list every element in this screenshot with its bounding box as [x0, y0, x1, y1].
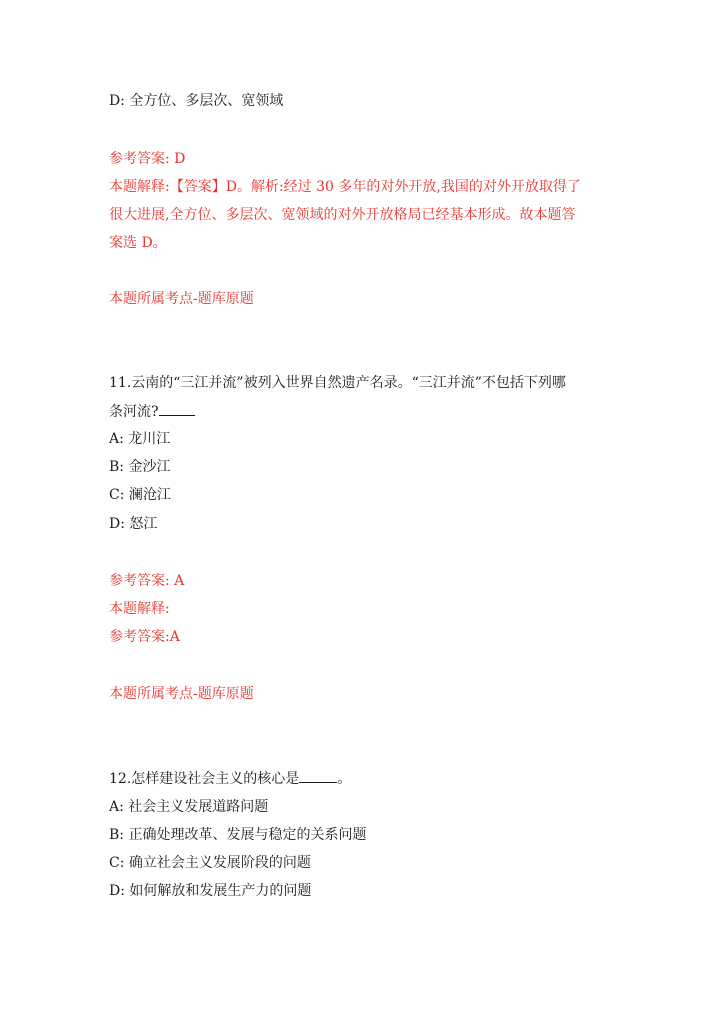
q12-option-b: B: 正确处理改革、发展与稳定的关系问题 — [109, 827, 367, 843]
q11-answer-blank — [159, 401, 195, 416]
q11-stem-line-2 — [109, 401, 195, 422]
q11-stem-text: 条河流? — [109, 404, 159, 420]
q11-stem-line-1: 11.云南的“三江并流”被列入世界自然遗产名录。“三江并流”不包括下列哪 — [109, 375, 566, 391]
prev-explanation-line-3: 案选 D。 — [109, 235, 167, 251]
prev-explanation-line-2: 很大进展,全方位、多层次、宽领域的对外开放格局已经基本形成。故本题答 — [109, 207, 576, 223]
q12-answer-blank — [299, 768, 337, 783]
prev-option-d: D: 全方位、多层次、宽领域 — [109, 93, 284, 109]
q11-source: 本题所属考点-题库原题 — [109, 686, 254, 702]
prev-explanation-line-1: 本题解释:【答案】D。解析:经过 30 多年的对外开放,我国的对外开放取得了 — [109, 179, 581, 195]
q11-explanation: 本题解释: — [109, 601, 170, 617]
q11-option-b: B: 金沙江 — [109, 459, 171, 475]
q12-stem-end: 。 — [337, 771, 352, 787]
q12-option-a: A: 社会主义发展道路问题 — [109, 799, 269, 815]
prev-answer: 参考答案: D — [109, 151, 186, 167]
q11-option-c: C: 澜沧江 — [109, 487, 171, 503]
q11-answer: 参考答案: A — [109, 573, 185, 589]
q12-stem — [109, 768, 351, 789]
q12-option-c: C: 确立社会主义发展阶段的问题 — [109, 855, 311, 871]
q11-option-a: A: 龙川江 — [109, 431, 171, 447]
prev-source: 本题所属考点-题库原题 — [109, 291, 254, 307]
q12-stem-text: 12.怎样建设社会主义的核心是 — [109, 771, 300, 787]
q12-option-d: D: 如何解放和发展生产力的问题 — [109, 883, 312, 899]
q11-option-d: D: 怒江 — [109, 516, 158, 532]
q11-answer-repeat: 参考答案:A — [109, 629, 180, 645]
